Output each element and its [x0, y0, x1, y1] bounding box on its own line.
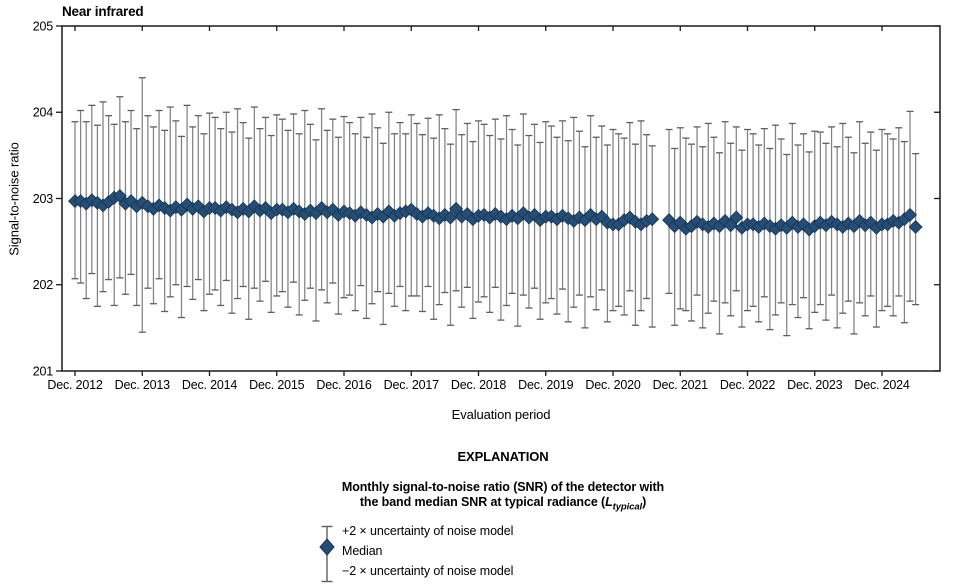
x-tick-label: Dec. 2023	[787, 378, 843, 392]
x-tick-label: Dec. 2019	[518, 378, 574, 392]
x-tick-label: Dec. 2014	[181, 378, 238, 392]
explanation-heading: EXPLANATION	[457, 449, 549, 464]
y-tick-label: 205	[32, 19, 53, 34]
x-tick-label: Dec. 2021	[652, 378, 708, 392]
x-tick-label: Dec. 2017	[383, 378, 439, 392]
legend-items	[288, 523, 718, 585]
errorbar-key-icon	[318, 524, 336, 584]
legend-caption-subscript: typical	[612, 501, 643, 513]
y-tick-label: 201	[32, 364, 53, 379]
legend-item-upper: +2 × uncertainty of noise model	[342, 523, 514, 538]
x-axis-label: Evaluation period	[451, 407, 551, 422]
x-tick-label: Dec. 2018	[450, 378, 507, 392]
x-tick-label: Dec. 2012	[47, 378, 103, 392]
legend-caption-symbol: L	[605, 495, 613, 509]
legend-caption	[288, 480, 718, 515]
legend-item-lower: −2 × uncertainty of noise model	[342, 563, 514, 578]
x-tick-label: Dec. 2022	[719, 378, 776, 392]
explanation-block	[288, 449, 718, 585]
x-tick-label: Dec. 2016	[316, 378, 372, 392]
median-diamond-icon	[320, 539, 334, 555]
legend-item-median: Median	[342, 543, 383, 558]
panel-title: Near infrared	[62, 4, 144, 19]
legend-caption-suffix: )	[642, 495, 647, 509]
y-tick-label: 204	[32, 105, 53, 120]
median-marker	[909, 221, 922, 234]
x-tick-label: Dec. 2020	[585, 378, 641, 392]
x-tick-label: Dec. 2024	[854, 378, 910, 392]
y-tick-label: 202	[32, 278, 53, 293]
legend-caption-line2-prefix: the band median SNR at typical radiance (	[359, 495, 606, 509]
y-tick-label: 203	[32, 191, 53, 206]
legend-caption-line1: Monthly signal-to-noise ratio (SNR) of the detector with	[341, 480, 665, 494]
y-axis-label: Signal-to-noise ratio	[6, 142, 22, 256]
x-tick-label: Dec. 2013	[114, 378, 170, 392]
x-tick-label: Dec. 2015	[249, 378, 305, 392]
